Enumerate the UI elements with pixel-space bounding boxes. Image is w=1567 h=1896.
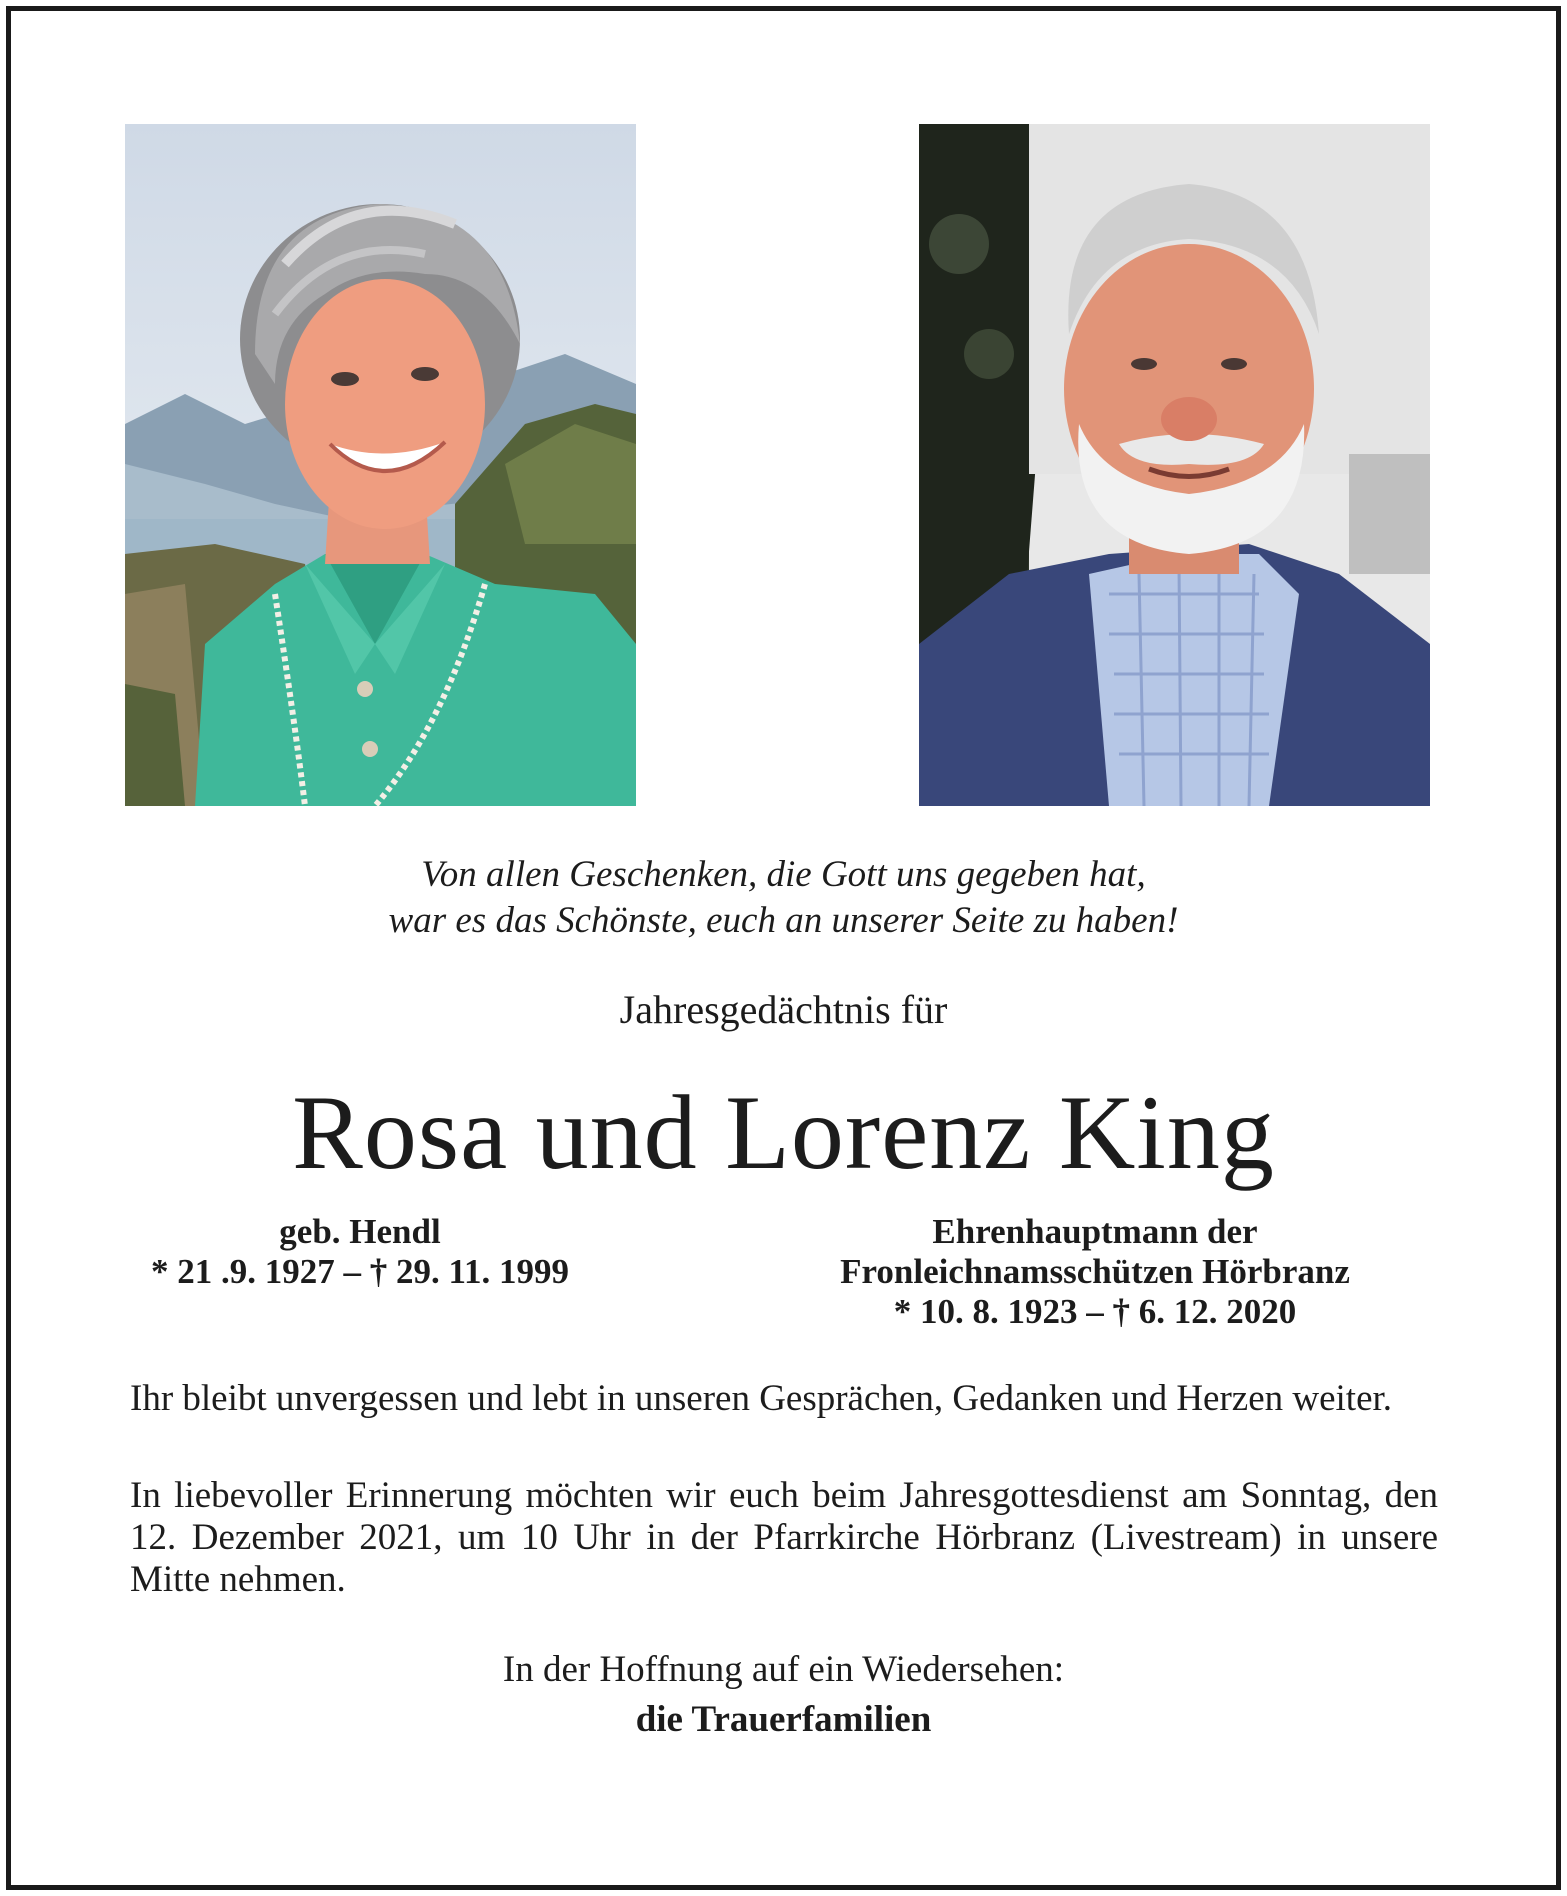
body-paragraph-2: In liebevoller Erinnerung möchten wir euch beim Jahresgottesdienst am Sonntag, den 12. Dezember 2021, um 10 Uhr in der Pfarrkirche Hörbranz (Livestream) in unsere Mitte nehmen. xyxy=(130,1475,1438,1600)
portrait-lorenz xyxy=(919,124,1430,806)
lorenz-details xyxy=(750,1212,1440,1332)
quote-line-2: war es das Schönste, euch an unserer Seite zu haben! xyxy=(388,900,1179,941)
closing-block xyxy=(0,1645,1567,1745)
deceased-names: Rosa und Lorenz King xyxy=(292,1074,1275,1191)
lorenz-title-line-2: Fronleichnamsschützen Hörbranz xyxy=(840,1252,1350,1291)
quote-line-1: Von allen Geschenken, die Gott uns gegeben hat, xyxy=(421,854,1146,895)
rosa-maiden-name: geb. Hendl xyxy=(279,1212,441,1251)
portrait-rosa xyxy=(125,124,636,806)
lorenz-dates: * 10. 8. 1923 – † 6. 12. 2020 xyxy=(893,1292,1297,1331)
rosa-details xyxy=(125,1212,595,1292)
lorenz-title-line-1: Ehrenhauptmann der xyxy=(932,1212,1258,1251)
rosa-dates: * 21 .9. 1927 – † 29. 11. 1999 xyxy=(150,1252,570,1291)
body-paragraph-1: Ihr bleibt unvergessen und lebt in unseren Gesprächen, Gedanken und Herzen weiter. xyxy=(130,1378,1393,1419)
closing-line: In der Hoffnung auf ein Wiedersehen: xyxy=(502,1649,1065,1690)
closing-signature: die Trauerfamilien xyxy=(635,1699,932,1740)
intro-heading: Jahresgedächtnis für xyxy=(619,987,948,1032)
